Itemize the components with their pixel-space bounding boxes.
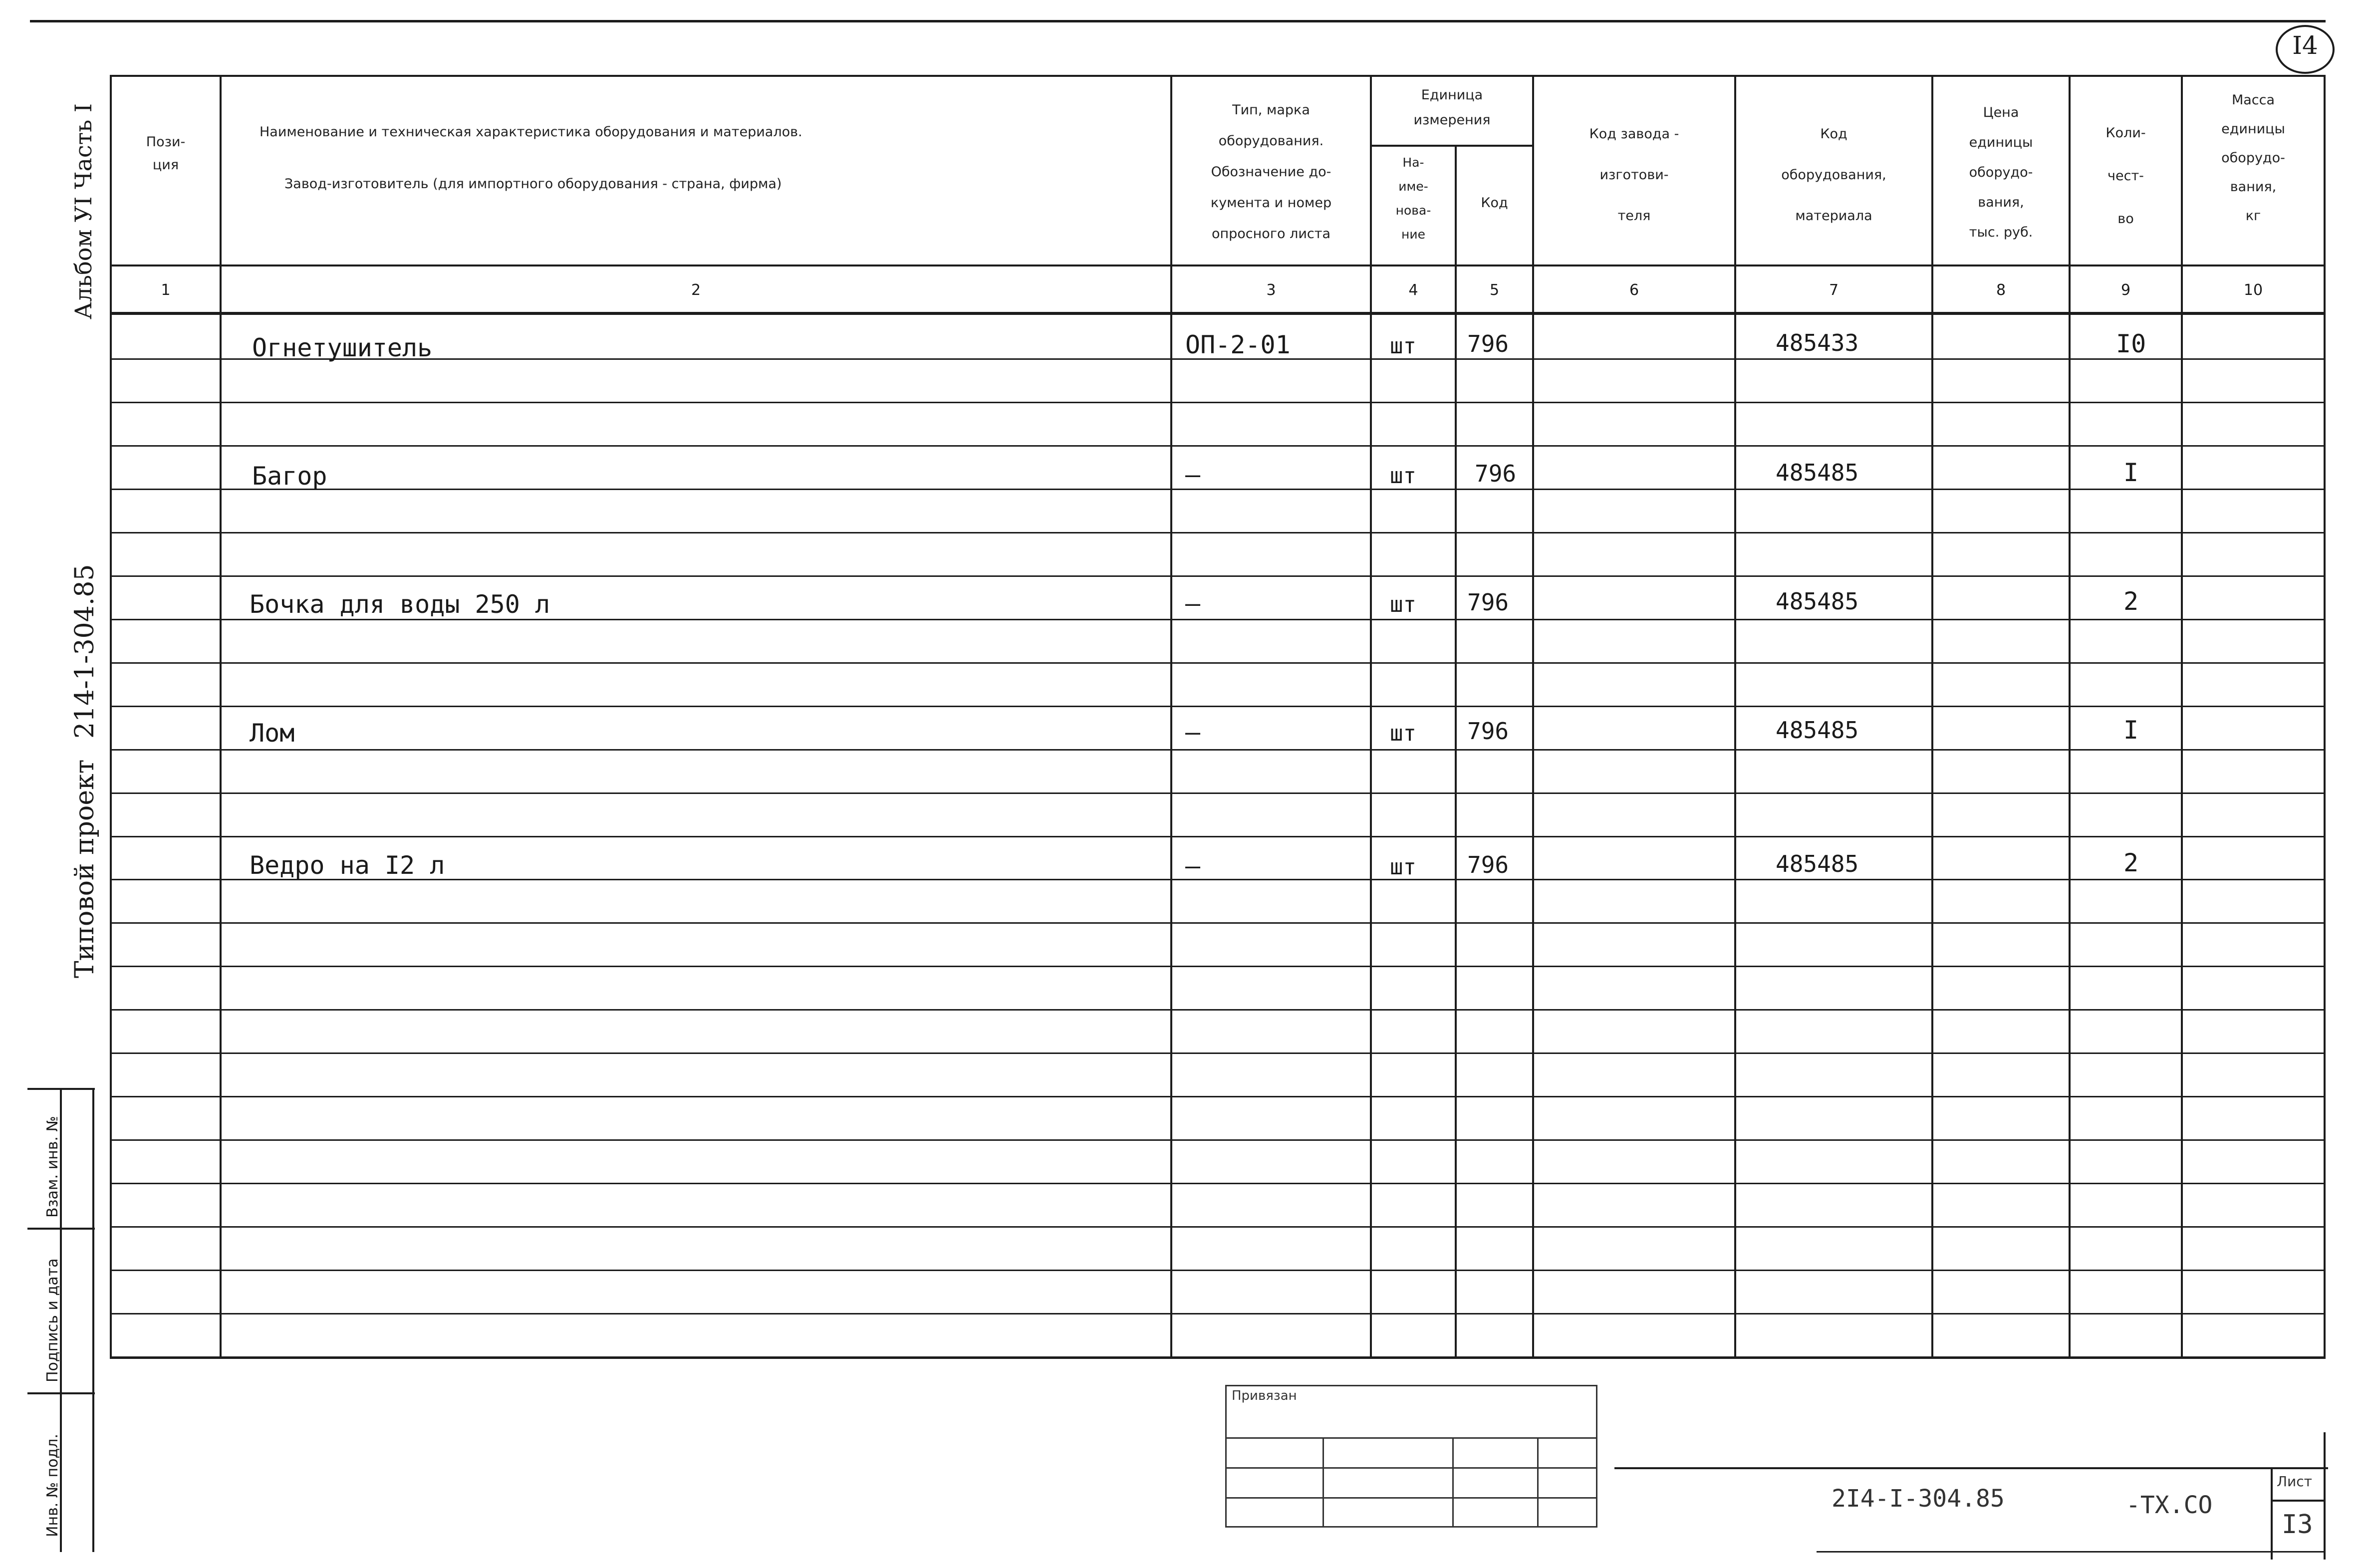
binding-vline-3 bbox=[1537, 1437, 1539, 1526]
col-line-0 bbox=[110, 75, 112, 1357]
inv-orig-label: Инв. № подл. bbox=[44, 1434, 61, 1537]
col-line-1 bbox=[220, 75, 222, 1357]
header-name-line2: Завод-изготовитель (для импортного оборудования - страна, фирма) bbox=[284, 176, 782, 192]
row-code: 796 bbox=[1467, 330, 1509, 357]
col-line-2 bbox=[1170, 75, 1172, 1357]
row-line bbox=[110, 532, 2326, 533]
row-qty: I bbox=[2123, 458, 2139, 487]
row-unit: шт bbox=[1390, 463, 1416, 489]
colnum-5: 5 bbox=[1489, 281, 1500, 299]
table-top-line bbox=[110, 75, 2326, 77]
colnum-1: 1 bbox=[161, 281, 171, 299]
row-line bbox=[110, 489, 2326, 490]
row-type: – bbox=[1185, 460, 1201, 489]
row-equip-code: 485485 bbox=[1776, 850, 1859, 877]
col-line-6 bbox=[1734, 75, 1736, 1357]
title-block-top bbox=[1614, 1467, 2328, 1469]
col-line-5 bbox=[1532, 75, 1534, 1357]
row-qty: 2 bbox=[2123, 587, 2139, 616]
sheet-cell-left bbox=[2271, 1467, 2273, 1560]
row-line bbox=[110, 966, 2326, 967]
row-line bbox=[110, 1139, 2326, 1141]
binding-line-2 bbox=[1225, 1467, 1596, 1469]
row-line bbox=[110, 706, 2326, 707]
typical-project-label: Типовой проект bbox=[70, 759, 100, 978]
doc-suffix: -ТХ.СО bbox=[2126, 1491, 2213, 1519]
row-equip-code: 485485 bbox=[1776, 717, 1859, 744]
col-line-3 bbox=[1370, 75, 1372, 1357]
corner-number: I4 bbox=[2292, 31, 2318, 60]
header-qty: Коли- чест- во bbox=[2106, 125, 2146, 227]
row-line bbox=[110, 1009, 2326, 1011]
colnum-8: 8 bbox=[1996, 281, 2006, 299]
row-line bbox=[110, 1270, 2326, 1271]
binding-line-1 bbox=[1225, 1437, 1596, 1439]
header-name-line1: Наименование и техническая характеристика оборудования и материалов. bbox=[260, 124, 802, 140]
sheet-label: Лист bbox=[2277, 1473, 2312, 1490]
col-line-10 bbox=[2324, 75, 2326, 1357]
header-mass: Масса единицы оборудо- вания, кг bbox=[2221, 92, 2285, 224]
table-bottom-line bbox=[110, 1356, 2326, 1359]
row-name: Лом bbox=[250, 719, 295, 748]
header-maker-code: Код завода - изготови- теля bbox=[1589, 126, 1679, 224]
binding-box bbox=[1225, 1385, 1597, 1528]
row-line bbox=[110, 1313, 2326, 1314]
binding-vline-2 bbox=[1452, 1437, 1454, 1526]
row-name: Багор bbox=[252, 462, 327, 491]
row-equip-code: 485485 bbox=[1776, 459, 1859, 486]
header-price: Цена единицы оборудо- вания, тыс. руб. bbox=[1969, 105, 2033, 240]
doc-code: 2I4-I-304.85 bbox=[1832, 1485, 2005, 1513]
row-qty: I0 bbox=[2116, 329, 2146, 358]
row-line bbox=[110, 1183, 2326, 1184]
project-code-label: 214-1-304.85 bbox=[70, 564, 100, 739]
title-block-right bbox=[2324, 1432, 2326, 1560]
colnum-2: 2 bbox=[691, 281, 701, 299]
header-bottom-line bbox=[110, 264, 2326, 266]
colnum-10: 10 bbox=[2243, 281, 2263, 299]
row-code: 796 bbox=[1467, 851, 1509, 878]
row-line bbox=[110, 445, 2326, 447]
colnum-4: 4 bbox=[1408, 281, 1418, 299]
row-code: 796 bbox=[1467, 718, 1509, 745]
row-line bbox=[110, 575, 2326, 577]
row-type: – bbox=[1185, 589, 1201, 618]
row-name: Огнетушитель bbox=[252, 333, 433, 362]
col-line-9 bbox=[2181, 75, 2183, 1357]
sheet-number: I3 bbox=[2282, 1510, 2313, 1540]
row-type: – bbox=[1185, 851, 1201, 880]
row-qty: I bbox=[2123, 716, 2139, 745]
header-unit-code: Код bbox=[1481, 195, 1508, 211]
colnum-7: 7 bbox=[1829, 281, 1839, 299]
row-equip-code: 485433 bbox=[1776, 329, 1859, 356]
row-line bbox=[110, 1052, 2326, 1054]
row-line bbox=[110, 1096, 2326, 1097]
row-equip-code: 485485 bbox=[1776, 588, 1859, 615]
binding-vline-1 bbox=[1322, 1437, 1324, 1526]
row-line bbox=[110, 792, 2326, 794]
row-name: Бочка для воды 250 л bbox=[250, 590, 550, 619]
row-unit: шт bbox=[1390, 721, 1416, 746]
row-name: Ведро на I2 л bbox=[250, 851, 445, 880]
row-line bbox=[110, 402, 2326, 403]
header-type: Тип, марка оборудования. Обозначение до- кумента и номер опросного листа bbox=[1210, 102, 1332, 242]
row-line bbox=[110, 662, 2326, 664]
unit-group-divider bbox=[1370, 145, 1532, 147]
row-unit: шт bbox=[1390, 854, 1416, 880]
row-unit: шт bbox=[1390, 333, 1416, 359]
colnum-bottom-line bbox=[110, 312, 2326, 315]
row-line bbox=[110, 749, 2326, 751]
row-code: 796 bbox=[1467, 589, 1509, 616]
inv-no-label: Взам. инв. № bbox=[44, 1116, 61, 1218]
row-line bbox=[110, 922, 2326, 924]
row-qty: 2 bbox=[2123, 848, 2139, 877]
row-line bbox=[110, 836, 2326, 837]
row-unit: шт bbox=[1390, 592, 1416, 617]
row-code: 796 bbox=[1475, 460, 1517, 487]
col-line-8 bbox=[2069, 75, 2071, 1357]
binding-line-3 bbox=[1225, 1497, 1596, 1499]
sheet-cell-divider bbox=[2271, 1500, 2326, 1502]
header-position: Пози- ция bbox=[146, 134, 186, 173]
header-unit-name: На- име- нова- ние bbox=[1395, 155, 1431, 242]
col-line-4 bbox=[1455, 145, 1457, 1357]
row-type: – bbox=[1185, 718, 1201, 747]
album-label: Альбом УI Часть I bbox=[70, 103, 97, 319]
col-line-7 bbox=[1931, 75, 1933, 1357]
title-block-bottom bbox=[1817, 1551, 2326, 1553]
row-type: ОП-2-01 bbox=[1185, 330, 1291, 359]
colnum-9: 9 bbox=[2120, 281, 2131, 299]
row-line bbox=[110, 1226, 2326, 1228]
colnum-3: 3 bbox=[1266, 281, 1276, 299]
signature-date-label: Подпись и дата bbox=[44, 1258, 61, 1382]
header-unit-group: Единица измерения bbox=[1413, 87, 1491, 128]
binding-label: Привязан bbox=[1232, 1388, 1297, 1403]
header-equip-code: Код оборудования, материала bbox=[1781, 126, 1886, 224]
colnum-6: 6 bbox=[1629, 281, 1639, 299]
row-line bbox=[110, 619, 2326, 620]
